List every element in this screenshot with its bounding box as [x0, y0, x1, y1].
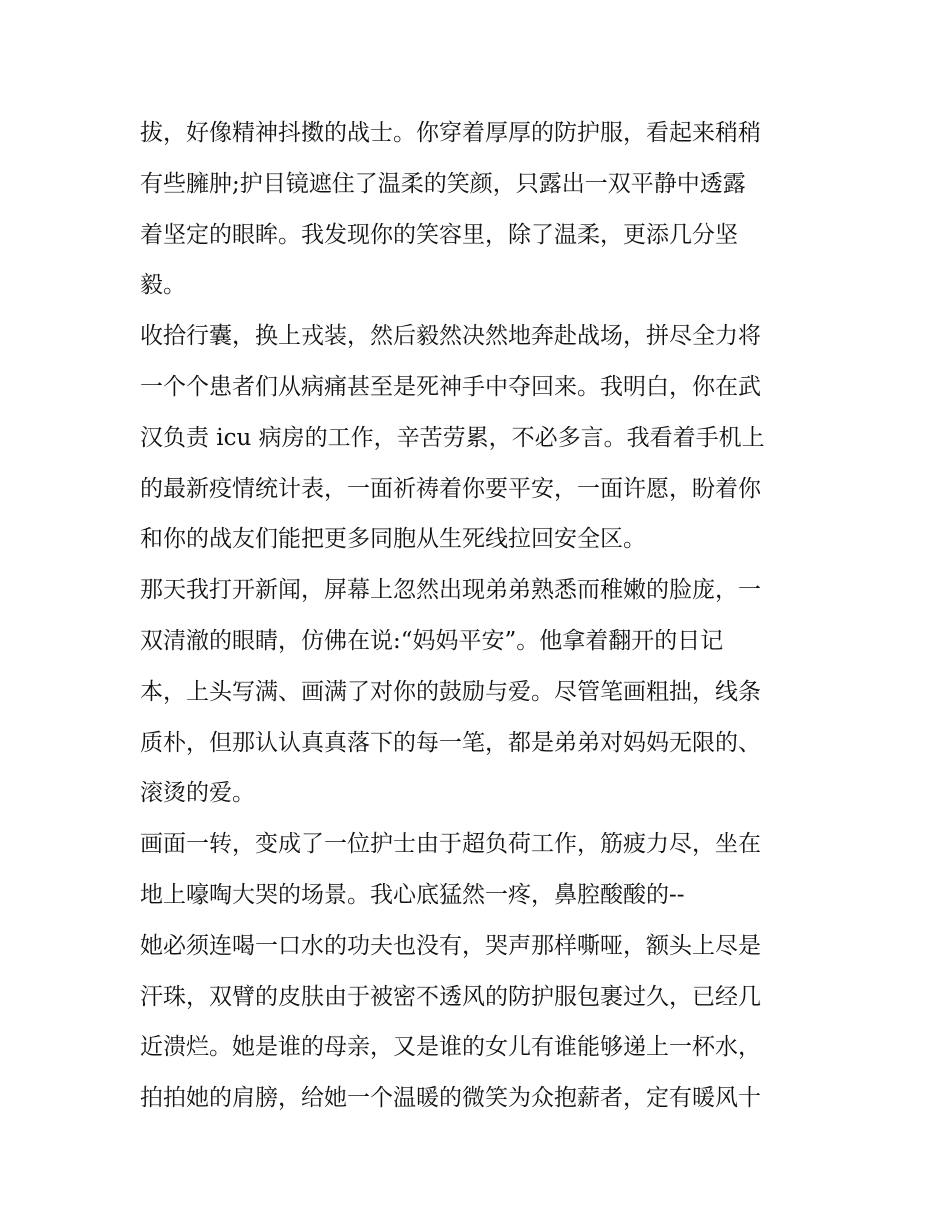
text-line: 近溃烂。她是谁的母亲，又是谁的女儿有谁能够递上一杯水， — [140, 1034, 761, 1061]
text-line: 收拾行囊，换上戎装，然后毅然决然地奔赴战场，拼尽全力将 — [140, 323, 761, 350]
text-line: 滚烫的爱。 — [140, 780, 255, 807]
text-line: 毅。 — [140, 272, 186, 299]
essay-text — [140, 108, 820, 1124]
text-line: 一个个患者们从病痛甚至是死神手中夺回来。我明白，你在武 — [140, 373, 761, 400]
text-line: 有些臃肿;护目镜遮住了温柔的笑颜，只露出一双平静中透露 — [140, 170, 746, 197]
text-line: 质朴，但那认认真真落下的每一笔，都是弟弟对妈妈无限的、 — [140, 729, 761, 756]
text-line: 汗珠，双臂的皮肤由于被密不透风的防护服包裹过久，已经几 — [140, 983, 761, 1010]
text-line: 她必须连喝一口水的功夫也没有，哭声那样嘶哑，额头上尽是 — [140, 932, 761, 959]
text-line: 本，上头写满、画满了对你的鼓励与爱。尽管笔画粗拙，线条 — [140, 678, 761, 705]
text-line: 和你的战友们能把更多同胞从生死线拉回安全区。 — [140, 526, 646, 553]
text-line: 的最新疫情统计表，一面祈祷着你要平安，一面许愿，盼着你 — [140, 475, 761, 502]
text-line: 那天我打开新闻，屏幕上忽然出现弟弟熟悉而稚嫩的脸庞，一 — [140, 577, 761, 604]
text-line: 地上嚎啕大哭的场景。我心底猛然一疼，鼻腔酸酸的-- — [140, 881, 685, 908]
text-line: 画面一转，变成了一位护士由于超负荷工作，筋疲力尽，坐在 — [140, 831, 761, 858]
text-line: 拍拍她的肩膀，给她一个温暖的微笑为众抱薪者，定有暖风十 — [140, 1085, 761, 1112]
text-line: 汉负责 icu 病房的工作，辛苦劳累，不必多言。我看着手机上 — [140, 424, 765, 451]
text-line: 拔，好像精神抖擞的战士。你穿着厚厚的防护服，看起来稍稍 — [140, 120, 761, 146]
text-line: 双清澈的眼睛，仿佛在说:“妈妈平安”。他拿着翻开的日记 — [140, 627, 724, 654]
text-line: 着坚定的眼眸。我发现你的笑容里，除了温柔，更添几分坚 — [140, 221, 738, 248]
